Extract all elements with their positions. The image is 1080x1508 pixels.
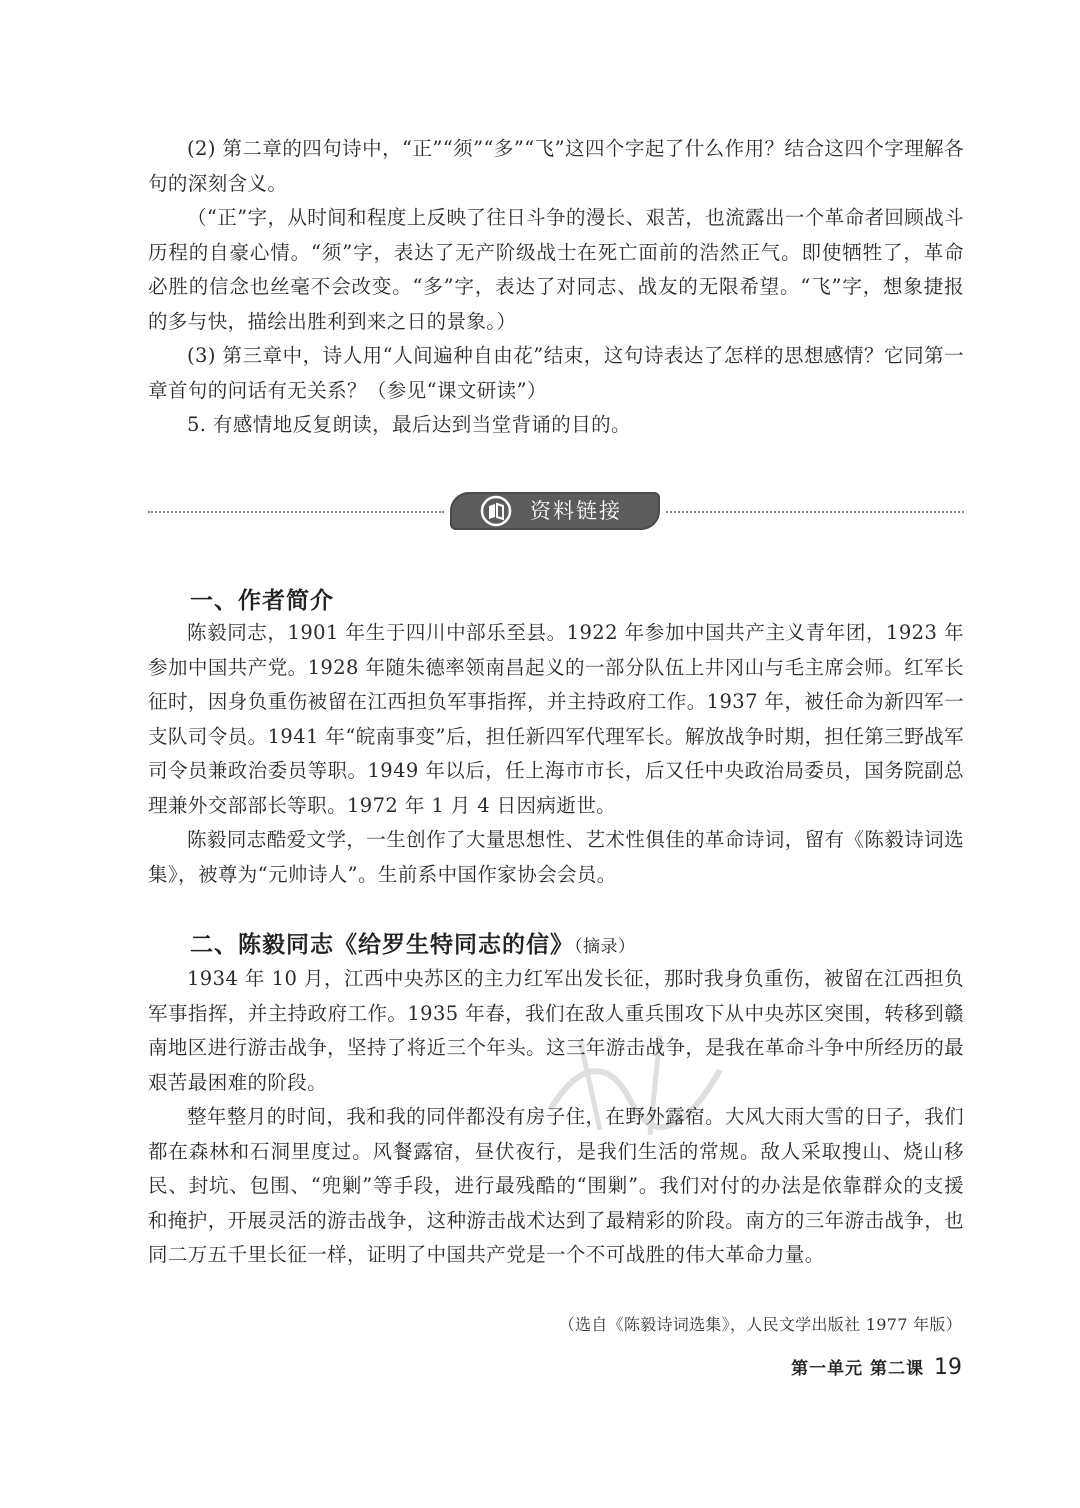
section-divider <box>148 492 964 532</box>
dotted-rule-left <box>148 511 444 513</box>
exercise-item-5: 5. 有感情地反复朗读，最后达到当堂背诵的目的。 <box>187 413 631 436</box>
materials-link-badge <box>450 492 660 530</box>
book-link-icon <box>480 495 512 527</box>
section-heading-letter <box>190 926 636 959</box>
letter-heading-note: （摘录） <box>574 937 636 957</box>
exercise-answer-2: （“正”字，从时间和程度上反映了往日斗争的漫长、艰苦，也流露出一个革命者回顾战斗历程的自豪心情。“须”字，表达了无产阶级战士在死亡面前的浩然正气。即使牺牲了，革命必胜的信念也丝毫不会改变。“多”字，表达了对同志、战友的无限希望。“飞”字，想象捷报的多与快，描绘出胜利到来之日的景象。） <box>148 206 964 333</box>
source-citation: （选自《陈毅诗词选集》，人民文学出版社 1977 年版） <box>558 1315 962 1334</box>
unit-lesson-label: 第一单元 第二课 <box>791 1359 924 1379</box>
page-footer <box>791 1354 962 1380</box>
exercise-question-3: (3) 第三章中，诗人用“人间遍种自由花”结束，这句诗表达了怎样的思想感情？它同第一章首句的问话有无关系？（参见“课文研读”） <box>148 344 964 402</box>
author-literature-paragraph: 陈毅同志酷爱文学，一生创作了大量思想性、艺术性俱佳的革命诗词，留有《陈毅诗词选集》，被尊为“元帅诗人”。生前系中国作家协会会员。 <box>148 828 964 886</box>
seal-watermark <box>540 1020 740 1150</box>
section-heading-author: 一、作者简介 <box>190 588 334 614</box>
badge-label: 资料链接 <box>530 499 622 523</box>
letter-paragraph-1: 1934 年 10 月，江西中央苏区的主力红军出发长征，那时我身负重伤，被留在江西担负军事指挥，并主持政府工作。1935 年春，我们在敌人重兵围攻下从中央苏区突围，转移到赣南地区进行游击战争，坚持了将近三个年头。这三年游击战争，是我在革命斗争中所经历的最艰苦最困难的阶段。 <box>148 967 964 1094</box>
exercise-question-2: (2) 第二章的四句诗中，“正”“须”“多”“飞”这四个字起了什么作用？结合这四个字理解各句的深刻含义。 <box>148 137 964 195</box>
author-bio-paragraph: 陈毅同志，1901 年生于四川中部乐至县。1922 年参加中国共产主义青年团，1923 年参加中国共产党。1928 年随朱德率领南昌起义的一部分队伍上井冈山与毛主席会师。红军长征时，因身负重伤被留在江西担负军事指挥，并主持政府工作。1937 年，被任命为新四军一支队司令员。1941 年“皖南事变”后，担任新四军代理军长。解放战争时期，担任第三野战军司令员兼政治委员等职。1949 年以后，任上海市市长，后又任中央政治局委员，国务院副总理兼外交部部长等职。1972 年 1 月 4 日因病逝世。 <box>148 621 964 817</box>
letter-paragraph-2: 整年整月的时间，我和我的同伴都没有房子住，在野外露宿。大风大雨大雪的日子，我们都在森林和石洞里度过。风餐露宿，昼伏夜行，是我们生活的常规。敌人采取搜山、烧山移民、封坑、包围、“兜剿”等手段，进行最残酷的“围剿”。我们对付的办法是依靠群众的支援和掩护，开展灵活的游击战争，这种游击战术达到了最精彩的阶段。南方的三年游击战争，也同二万五千里长征一样，证明了中国共产党是一个不可战胜的伟大革命力量。 <box>148 1105 964 1266</box>
letter-heading-text: 二、陈毅同志《给罗生特同志的信》 <box>190 932 574 958</box>
page-number: 19 <box>934 1355 962 1380</box>
dotted-rule-right <box>666 511 964 513</box>
